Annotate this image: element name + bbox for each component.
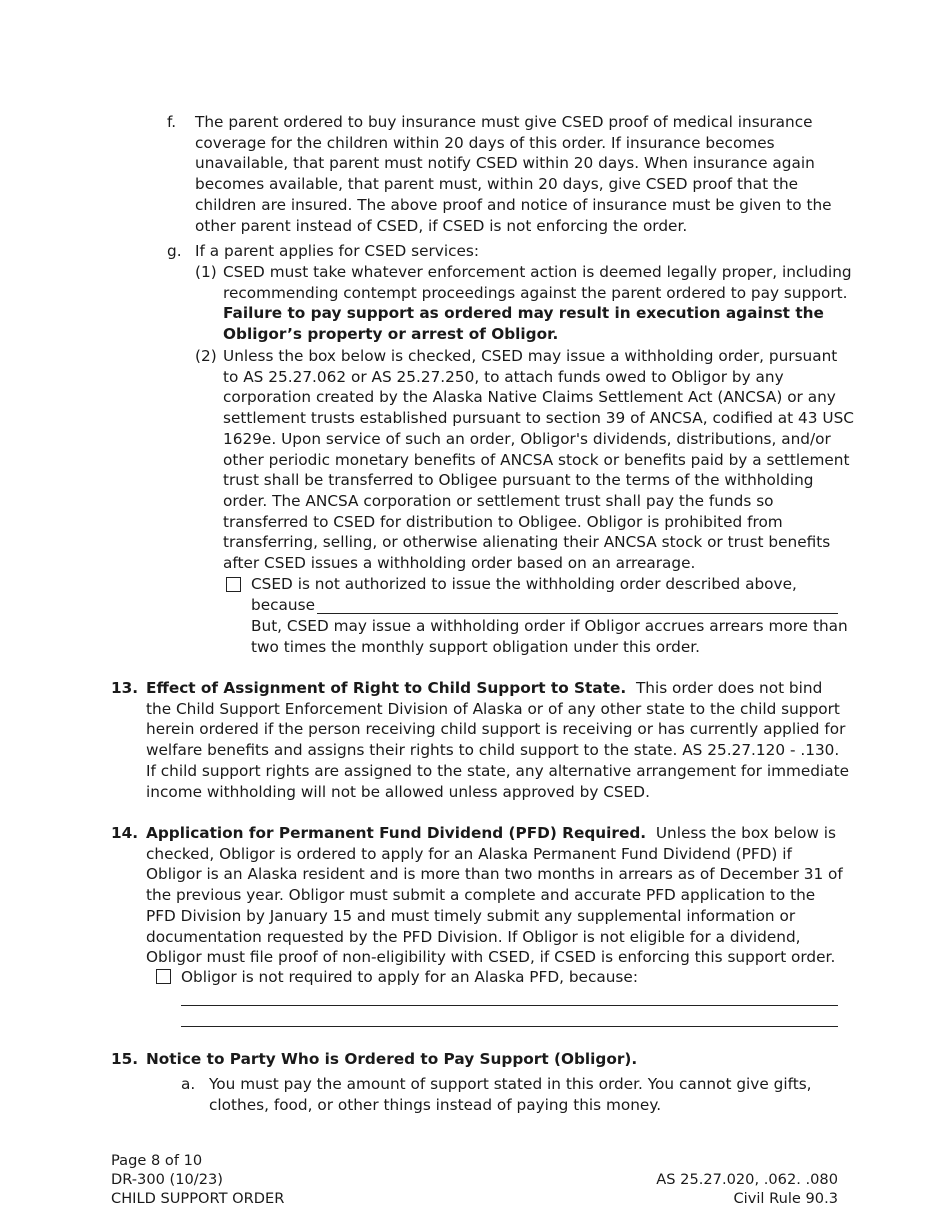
- text-line: CSED is not authorized to issue the withholding order described above,: [251, 575, 797, 593]
- item-g1-text: [223, 262, 863, 345]
- text-line: children are insured. The above proof and notice of insurance must be given to the: [195, 195, 832, 214]
- text-line: transferred to CSED for distribution to Obligee. Obligor is prohibited from: [223, 512, 783, 531]
- item-g1-label: (1): [195, 263, 217, 281]
- text-line: recommending contempt proceedings against the parent ordered to pay support.: [223, 283, 848, 302]
- text-line: other parent instead of CSED, if CSED is not enforcing the order.: [195, 216, 688, 235]
- section-13-body: [146, 678, 866, 802]
- section-15-heading: Notice to Party Who is Ordered to Pay Support (Obligor).: [146, 1050, 638, 1068]
- pfd-not-required-checkbox[interactable]: [156, 969, 171, 984]
- text-line: But, CSED may issue a withholding order if Obligor accrues arrears more than: [251, 617, 848, 635]
- footer-left: [111, 1151, 284, 1209]
- text-line: unavailable, that parent must notify CSED within 20 days. When insurance again: [195, 154, 815, 173]
- item-15a-label: a.: [181, 1075, 196, 1093]
- rule-reference: Civil Rule 90.3: [733, 1190, 838, 1208]
- text-line: coverage for the children within 20 days of this order. If insurance becomes: [195, 133, 775, 152]
- section-15-number: 15.: [111, 1050, 139, 1068]
- because-reason-line[interactable]: [317, 613, 838, 614]
- text-line: welfare benefits and assigns their rights to child support to the state. AS 25.27.120 - .130.: [146, 741, 840, 760]
- text-line: Unless the box below is checked, CSED may issue a withholding order, pursuant: [223, 347, 838, 365]
- warning-line: Obligor’s property or arrest of Obligor.: [223, 325, 559, 344]
- pfd-not-required-label: Obligor is not required to apply for an Alaska PFD, because:: [181, 968, 638, 986]
- text-line: because: [251, 595, 315, 614]
- csed-not-authorized-checkbox[interactable]: [226, 577, 241, 592]
- section-14-body: [146, 823, 866, 968]
- csed-arrears-note: [251, 616, 851, 657]
- text-line: other periodic monetary benefits of ANCSA stock or benefits paid by a settlement: [223, 450, 850, 469]
- item-g-label: g.: [167, 242, 182, 260]
- section-14-number: 14.: [111, 824, 139, 842]
- text-line: herein ordered if the person receiving child support is receiving or has currently applied for: [146, 720, 846, 739]
- text-line: clothes, food, or other things instead of paying this money.: [209, 1095, 662, 1114]
- text-line: becomes available, that parent must, within 20 days, give CSED proof that the: [195, 175, 799, 194]
- page-number: Page 8 of 10: [111, 1152, 203, 1169]
- text-line: PFD Division by January 15 and must timely submit any supplemental information or: [146, 906, 796, 925]
- statute-reference: AS 25.27.020, .062. .080: [656, 1171, 838, 1188]
- text-line: two times the monthly support obligation under this order.: [251, 637, 700, 656]
- item-g2-label: (2): [195, 347, 217, 365]
- form-id: DR-300 (10/23): [111, 1171, 223, 1189]
- csed-not-authorized-label: [251, 574, 851, 615]
- section-13-first-line: [146, 678, 866, 699]
- pfd-reason-line-2[interactable]: [181, 1026, 838, 1027]
- item-15a-text: [209, 1074, 849, 1115]
- item-g-intro: If a parent applies for CSED services:: [195, 242, 480, 260]
- text-line: checked, Obligor is ordered to apply for an Alaska Permanent Fund Dividend (PFD) if: [146, 844, 792, 863]
- footer-right: [656, 1170, 838, 1208]
- item-f-text: [195, 112, 855, 236]
- text-line: corporation created by the Alaska Native Claims Settlement Act (ANCSA) or any: [223, 388, 836, 407]
- text-line: transferring, selling, or otherwise alienating their ANCSA stock or trust benefits: [223, 533, 831, 552]
- text-line: documentation requested by the PFD Division. If Obligor is not eligible for a dividend,: [146, 927, 801, 946]
- text-fragment: Unless the box below is: [655, 824, 836, 842]
- section-13-number: 13.: [111, 679, 139, 697]
- text-line: CSED must take whatever enforcement action is deemed legally proper, including: [223, 263, 852, 281]
- text-line: 1629e. Upon service of such an order, Obligor's dividends, distributions, and/or: [223, 429, 831, 448]
- text-line: order. The ANCSA corporation or settlement trust shall pay the funds so: [223, 491, 774, 510]
- text-line: If child support rights are assigned to the state, any alternative arrangement for immediate: [146, 761, 850, 780]
- form-title: CHILD SUPPORT ORDER: [111, 1190, 285, 1208]
- section-14-heading: Application for Permanent Fund Dividend (PFD) Required.: [146, 824, 647, 842]
- item-g2-text: [223, 346, 863, 574]
- pfd-reason-line-1[interactable]: [181, 1005, 838, 1006]
- text-line: the Child Support Enforcement Division of Alaska or of any other state to the child support: [146, 699, 840, 718]
- text-line: after CSED issues a withholding order based on an arrearage.: [223, 554, 696, 573]
- text-line: income withholding will not be allowed unless approved by CSED.: [146, 782, 650, 801]
- text-line: the previous year. Obligor must submit a complete and accurate PFD application to the: [146, 886, 816, 905]
- section-14-first-line: [146, 823, 866, 844]
- text-fragment: This order does not bind: [635, 679, 823, 697]
- text-line: trust shall be transferred to Obligee pursuant to the terms of the withholding: [223, 471, 814, 490]
- text-line: settlement trusts established pursuant to section 39 of ANCSA, codified at 43 USC: [223, 409, 854, 428]
- section-13-heading: Effect of Assignment of Right to Child Support to State.: [146, 679, 627, 697]
- text-line: to AS 25.27.062 or AS 25.27.250, to attach funds owed to Obligor by any: [223, 367, 784, 386]
- text-line: Obligor is an Alaska resident and is more than two months in arrears as of December 31 of: [146, 865, 843, 884]
- item-f-label: f.: [167, 113, 177, 131]
- text-line: The parent ordered to buy insurance must give CSED proof of medical insurance: [195, 113, 813, 131]
- warning-line: Failure to pay support as ordered may result in execution against the: [223, 304, 824, 323]
- text-line: You must pay the amount of support stated in this order. You cannot give gifts,: [209, 1075, 812, 1093]
- text-line: Obligor must file proof of non-eligibility with CSED, if CSED is enforcing this support order.: [146, 948, 836, 967]
